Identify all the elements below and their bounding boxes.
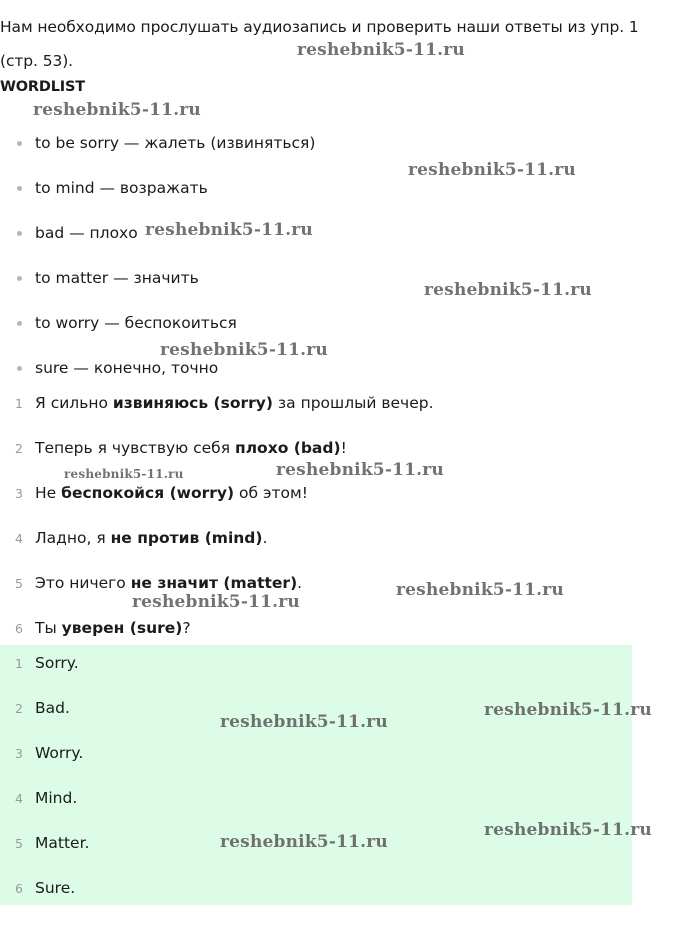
watermark: reshebnik5-11.ru	[145, 220, 313, 240]
item-number: 6	[15, 621, 23, 636]
translation-item	[0, 527, 640, 549]
bullet-icon	[17, 321, 22, 326]
translation-item	[0, 392, 640, 414]
watermark: reshebnik5-11.ru	[297, 40, 465, 60]
bullet-icon	[17, 231, 22, 236]
item-number: 4	[15, 531, 23, 546]
watermark: reshebnik5-11.ru	[33, 100, 201, 120]
answer-item	[0, 742, 640, 764]
watermark: reshebnik5-11.ru	[408, 160, 576, 180]
translation-text: Ты уверен (sure)?	[35, 619, 191, 637]
translation-item	[0, 617, 640, 639]
wordlist-item-text: to matter — значить	[35, 269, 199, 287]
item-number: 2	[15, 701, 23, 716]
translation-text: Я сильно извиняюсь (sorry) за прошлый вечер.	[35, 394, 434, 412]
bullet-icon	[17, 141, 22, 146]
answer-text: Mind.	[35, 789, 78, 807]
wordlist-heading: WORDLIST	[0, 79, 85, 95]
watermark: reshebnik5-11.ru	[484, 820, 652, 840]
bullet-icon	[17, 186, 22, 191]
translation-item	[0, 437, 640, 459]
answer-item	[0, 877, 640, 899]
translation-text: Теперь я чувствую себя плохо (bad)!	[35, 439, 347, 457]
item-number: 6	[15, 881, 23, 896]
translation-text: Ладно, я не против (mind).	[35, 529, 268, 547]
item-number: 1	[15, 396, 23, 411]
wordlist-item-text: to mind — возражать	[35, 179, 208, 197]
translation-text: Это ничего не значит (matter).	[35, 574, 303, 592]
bullet-icon	[17, 276, 22, 281]
wordlist-item-text: to be sorry — жалеть (извиняться)	[35, 134, 316, 152]
answer-text: Sorry.	[35, 654, 79, 672]
watermark: reshebnik5-11.ru	[220, 712, 388, 732]
watermark: reshebnik5-11.ru	[396, 580, 564, 600]
item-number: 3	[15, 486, 23, 501]
watermark: reshebnik5-11.ru	[276, 460, 444, 480]
wordlist-item-text: to worry — беспокоиться	[35, 314, 237, 332]
answer-item	[0, 652, 640, 674]
watermark: reshebnik5-11.ru	[424, 280, 592, 300]
translation-text: Не беспокойся (worry) об этом!	[35, 484, 308, 502]
watermark: reshebnik5-11.ru	[64, 467, 184, 481]
item-number: 2	[15, 441, 23, 456]
watermark: reshebnik5-11.ru	[160, 340, 328, 360]
answer-item	[0, 787, 640, 809]
translation-item	[0, 482, 640, 504]
item-number: 3	[15, 746, 23, 761]
wordlist-item-text: sure — конечно, точно	[35, 359, 219, 377]
answer-text: Bad.	[35, 699, 70, 717]
watermark: reshebnik5-11.ru	[220, 832, 388, 852]
item-number: 5	[15, 576, 23, 591]
watermark: reshebnik5-11.ru	[484, 700, 652, 720]
item-number: 5	[15, 836, 23, 851]
answer-text: Sure.	[35, 879, 76, 897]
watermark: reshebnik5-11.ru	[132, 592, 300, 612]
item-number: 1	[15, 656, 23, 671]
wordlist-item-text: bad — плохо	[35, 224, 138, 242]
answer-text: Worry.	[35, 744, 84, 762]
intro-text: Нам необходимо прослушать аудиозапись и проверить наши ответы из упр. 1 (стр. 53).	[0, 18, 639, 70]
answer-text: Matter.	[35, 834, 90, 852]
answer-box	[0, 645, 632, 905]
bullet-icon	[17, 366, 22, 371]
item-number: 4	[15, 791, 23, 806]
